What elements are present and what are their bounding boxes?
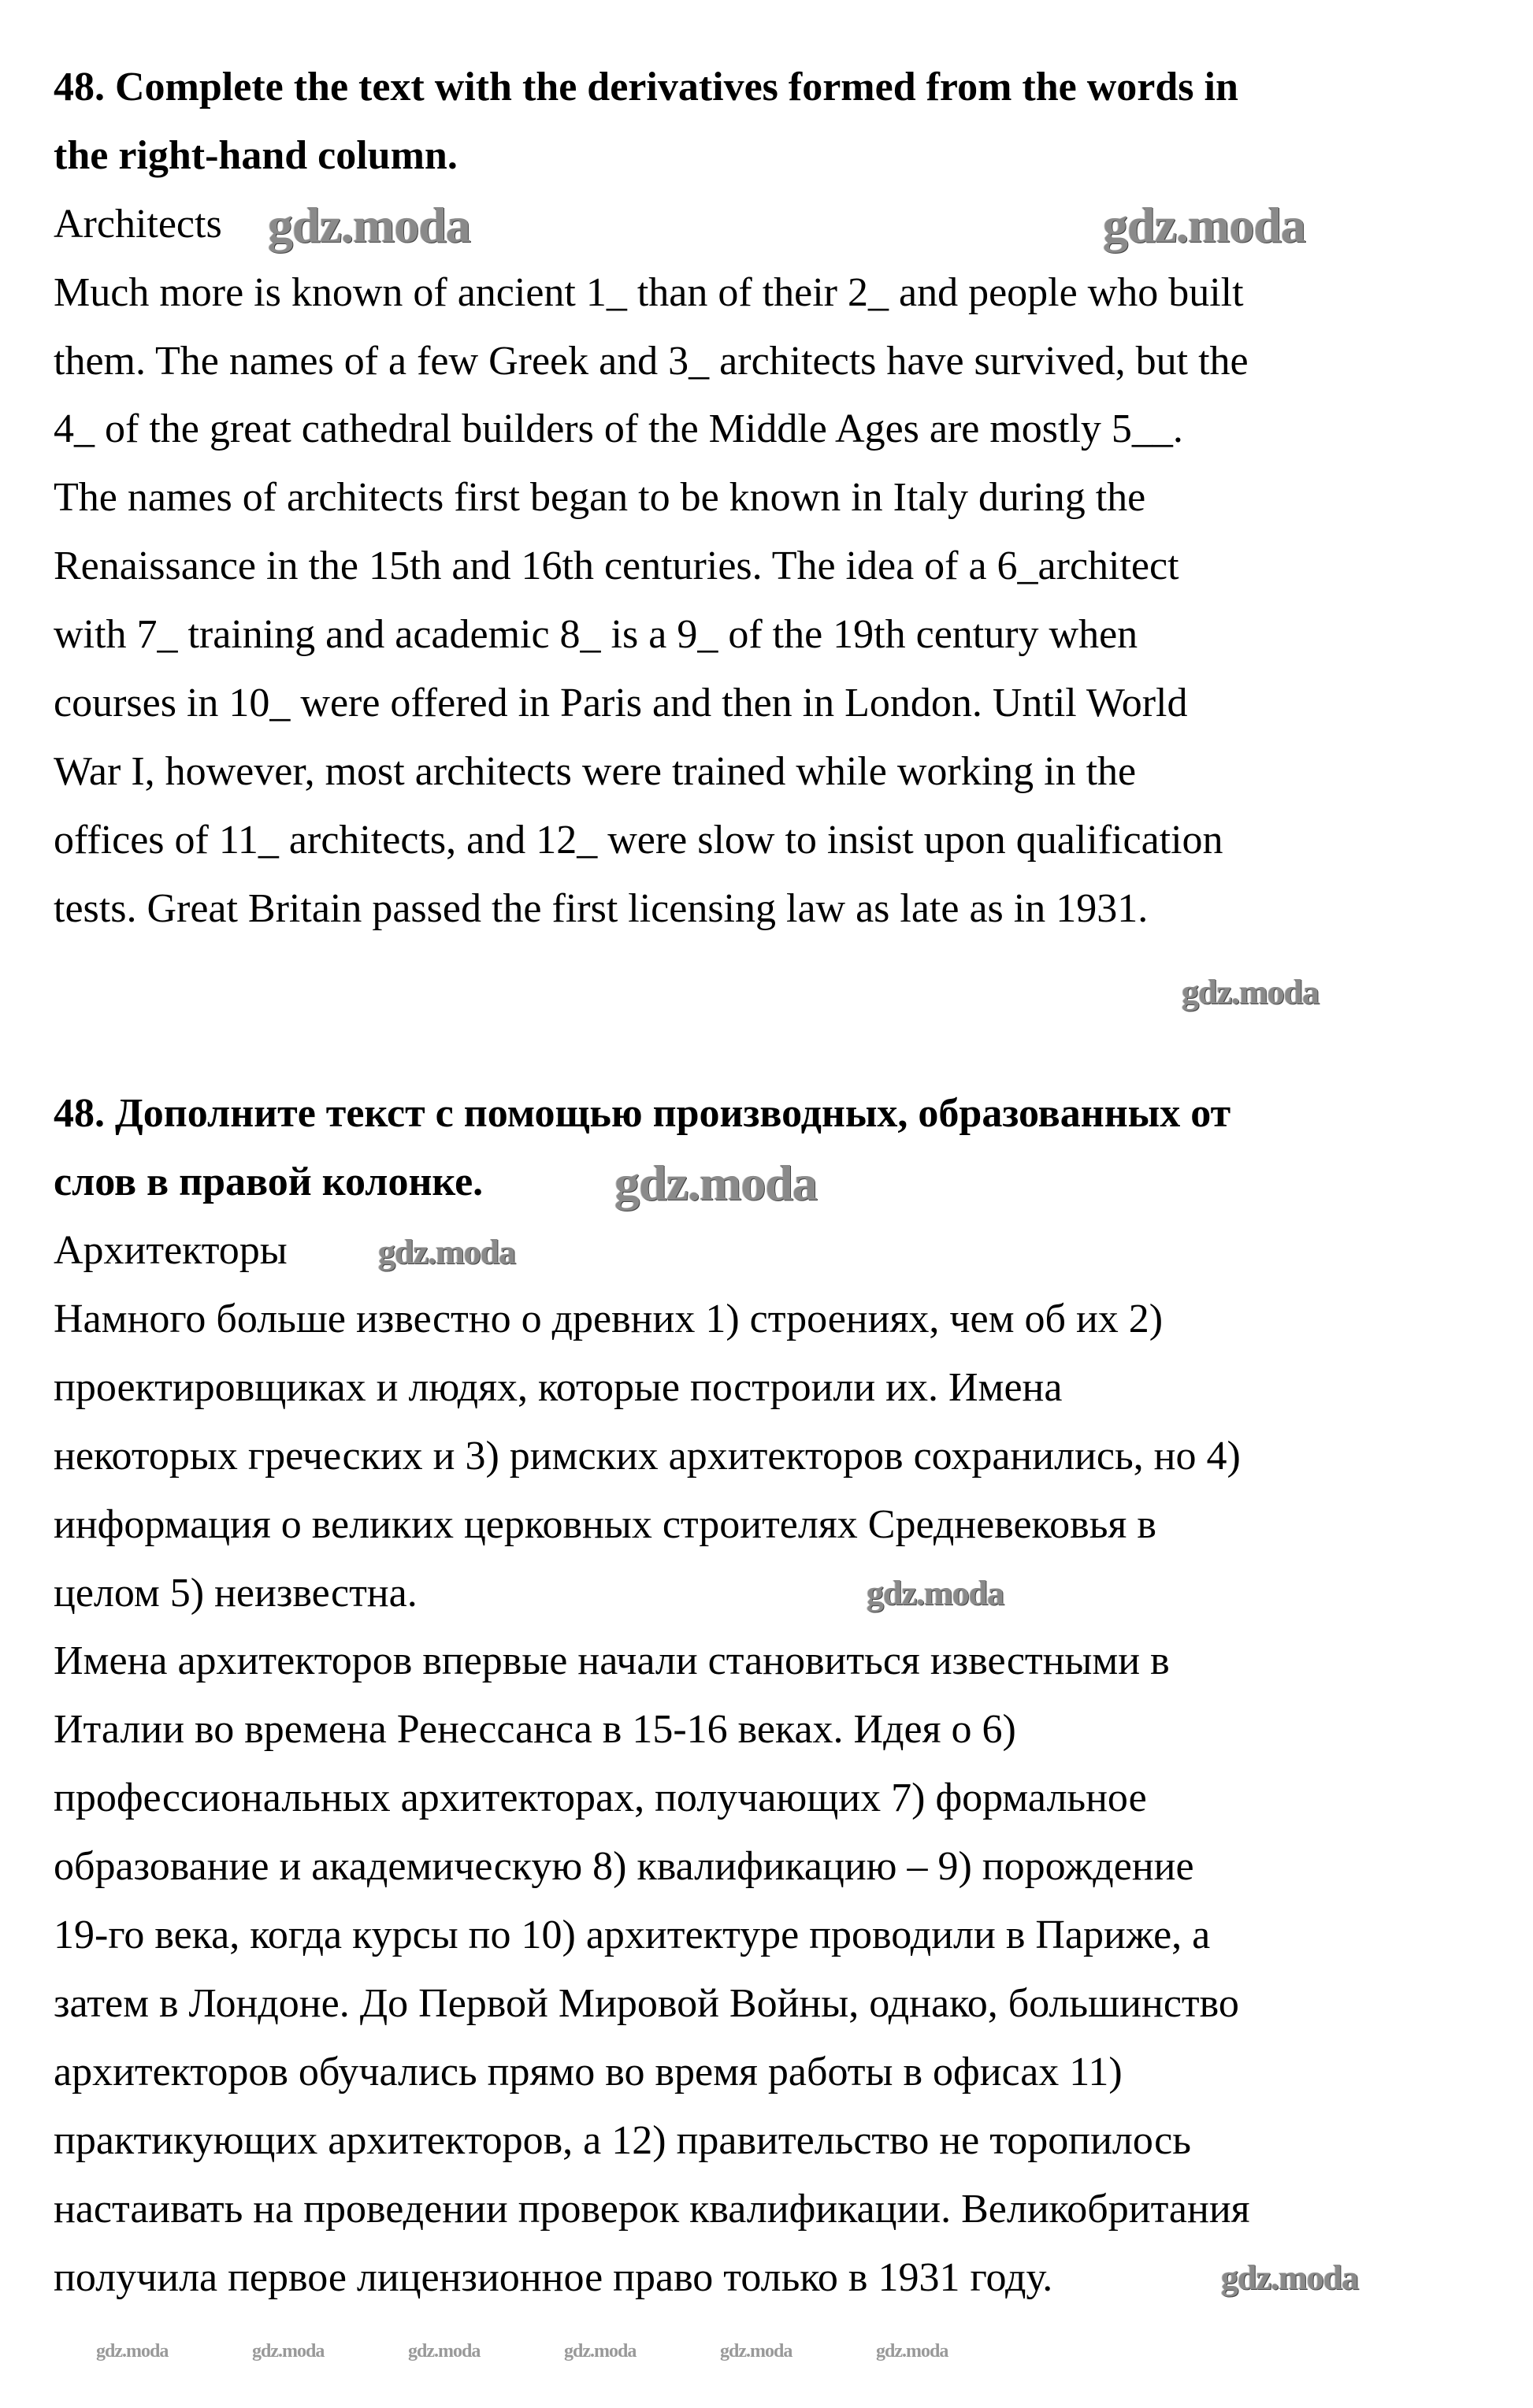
watermark: gdz.moda: [1182, 973, 1320, 1011]
russian-text-line: архитекторов обучались прямо во время работы в офисах 11): [54, 2049, 1123, 2094]
watermark: gdz.moda: [564, 2341, 637, 2362]
english-text-line: tests. Great Britain passed the first licensing law as late as in 1931.: [54, 885, 1149, 931]
watermark: gdz.moda: [378, 1233, 516, 1271]
russian-text-line: Намного больше известно о древних 1) строениях, чем об их 2): [54, 1297, 1164, 1342]
russian-text-line: получила первое лицензионное право только в 1931 году.: [54, 2254, 1053, 2300]
russian-text-line: Имена архитекторов впервые начали становиться известными в: [54, 1638, 1170, 1684]
english-text-line: 4_ of the great cathedral builders of the Middle Ages are mostly 5__.: [54, 406, 1183, 452]
watermark: gdz.moda: [1103, 197, 1305, 253]
russian-heading-line-1: 48. Дополните текст с помощью производных, образованных от: [54, 1091, 1231, 1137]
english-text-line: offices of 11_ architects, and 12_ were slow to insist upon qualification: [54, 817, 1223, 863]
watermark: gdz.moda: [252, 2341, 325, 2362]
russian-title: Архитекторы: [54, 1228, 288, 1274]
russian-text-line: практикующих архитекторов, а 12) правительство не торопилось: [54, 2117, 1191, 2163]
watermark: gdz.moda: [408, 2341, 481, 2362]
watermark: gdz.moda: [720, 2341, 792, 2362]
english-text-line: them. The names of a few Greek and 3_ architects have survived, but the: [54, 338, 1249, 384]
english-text-line: courses in 10_ were offered in Paris and then in London. Until World: [54, 681, 1188, 726]
russian-text-line: Италии во времена Ренессанса в 15-16 веках. Идея о 6): [54, 1707, 1016, 1753]
watermark: gdz.moda: [867, 1574, 1004, 1612]
watermark: gdz.moda: [876, 2341, 948, 2362]
russian-heading-line-2: слов в правой колонке.: [54, 1159, 484, 1205]
russian-text-line: проектировщиках и людях, которые построили их. Имена: [54, 1364, 1063, 1410]
watermark: gdz.moda: [1221, 2258, 1359, 2297]
russian-text-line: профессиональных архитекторах, получающих 7) формальное: [54, 1775, 1147, 1821]
english-heading-line-1: 48. Complete the text with the derivatives formed from the words in: [54, 65, 1238, 109]
english-text-line: War I, however, most architects were trained while working in the: [54, 748, 1137, 794]
russian-text-line: некоторых греческих и 3) римских архитекторов сохранились, но 4): [54, 1433, 1241, 1479]
english-text-line: Renaissance in the 15th and 16th centuries. The idea of a 6_architect: [54, 544, 1179, 589]
russian-text-line: 19-го века, когда курсы по 10) архитектуре проводили в Париже, а: [54, 1913, 1211, 1958]
russian-text-line: затем в Лондоне. До Первой Мировой Войны, однако, большинство: [54, 1980, 1239, 2026]
english-title: Architects: [54, 201, 222, 247]
english-heading-line-2: the right-hand column.: [54, 132, 458, 178]
russian-text-line: образование и академическую 8) квалификацию – 9) порождение: [54, 1844, 1194, 1890]
watermark: gdz.moda: [96, 2341, 169, 2362]
english-text-line: with 7_ training and academic 8_ is a 9_ of the 19th century when: [54, 612, 1138, 658]
watermark: gdz.moda: [614, 1155, 817, 1211]
russian-text-line: информация о великих церковных строителях Средневековья в: [54, 1501, 1156, 1547]
russian-text-line: настаивать на проведении проверок квалификации. Великобритания: [54, 2186, 1250, 2232]
watermark: gdz.moda: [268, 197, 470, 253]
english-text-line: Much more is known of ancient 1_ than of their 2_ and people who built: [54, 269, 1244, 315]
russian-text-line: целом 5) неизвестна.: [54, 1570, 418, 1616]
english-text-line: The names of architects first began to be known in Italy during the: [54, 475, 1146, 521]
